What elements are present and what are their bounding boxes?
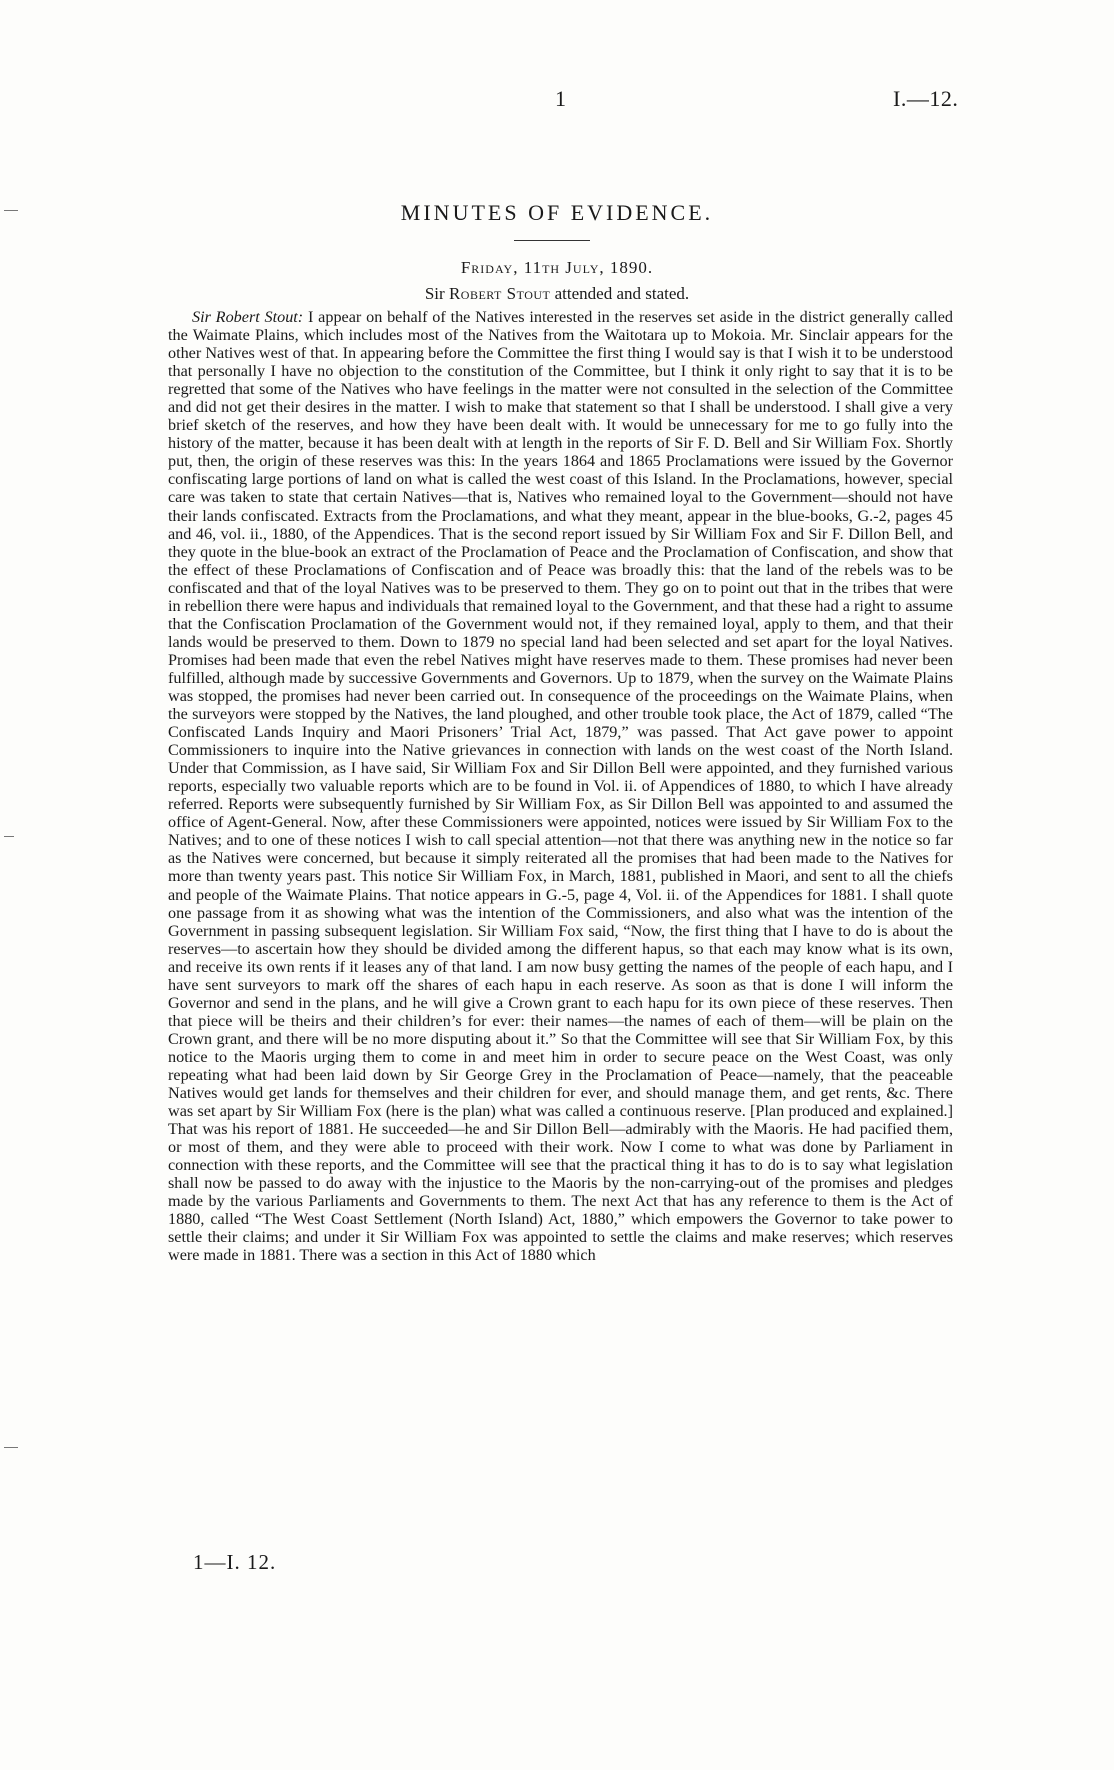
- attendance-prefix: Sir: [424, 284, 445, 303]
- session-date: Friday, 11th July, 1890.: [460, 258, 654, 277]
- attendance-line: [0, 284, 1114, 304]
- margin-mark: [4, 210, 18, 211]
- evidence-paragraph: [168, 308, 953, 1264]
- margin-mark: [4, 836, 14, 837]
- page-number: 1: [555, 86, 566, 111]
- evidence-body: [168, 308, 953, 1264]
- speaker-name: Sir Robert Stout:: [192, 308, 304, 326]
- page-title: MINUTES OF EVIDENCE.: [400, 200, 714, 225]
- attendee-name: Robert Stout: [448, 284, 551, 303]
- signature-mark: 1—I. 12.: [193, 1550, 277, 1574]
- title-divider: [514, 240, 590, 241]
- attendance-suffix: attended and stated.: [554, 284, 690, 303]
- evidence-text: I appear on behalf of the Natives interested in the reserves set aside in the district generally called the Waimate Plains, which includes most of the Natives from the Waitotara up to Mokoia. Mr. Sinclair appears for the other Natives west of that. In appearing before the Committee the first thing I would say is that I wish it to be understood that personally I have no objection to the constitution of the Committee, but I think it only right to say that it is to be regretted that some of the Natives who have feelings in the matter were not consulted in the selection of the Committee and did not get their desires in the matter. I wish to make that statement so that I shall be understood. I shall give a very brief sketch of the reserves, and how they have been dealt with. It would be unnecessary for me to go fully into the history of the matter, because it has been dealt with at length in the reports of Sir F. D. Bell and Sir William Fox. Shortly put, then, the origin of these reserves was this: In the years 1864 and 1865 Proclamations were issued by the Governor confiscating large portions of land on what is called the west coast of this Island. In the Proclamations, however, special care was taken to state that certain Natives—that is, Natives who remained loyal to the Government—should not have their lands confiscated. Extracts from the Proclamations, and what they meant, appear in the blue-books, G.-2, pages 45 and 46, vol. ii., 1880, of the Appendices. That is the second report issued by Sir William Fox and Sir F. Dillon Bell, and they quote in the blue-book an extract of the Proclamation of Peace and the Proclamation of Confiscation, and show that the effect of these Proclamations of Confiscation and of Peace was broadly this: that the land of the rebels was to be confiscated and that of the loyal Natives was to be preserved to them. They go on to point out that in the tribes that were in rebellion there were hapus and individuals that remained loyal to the Government, and that these had a right to assume that the Confiscation Proclamation of the Government would not, if they remained loyal, apply to them, and that their lands would be preserved to them. Down to 1879 no special land had been selected and set apart for the loyal Natives. Promises had been made that even the rebel Natives might have reserves made to them. These promises had never been fulfilled, although made by successive Governments and Governors. Up to 1879, when the survey on the Waimate Plains was stopped, the promises had never been carried out. In consequence of the proceedings on the Waimate Plains, when the surveyors were stopped by the Natives, the land ploughed, and other trouble took place, the Act of 1879, called “The Confiscated Lands Inquiry and Maori Prisoners’ Trial Act, 1879,” was passed. That Act gave power to appoint Commissioners to inquire into the Native grievances in connection with lands on the west coast of the North Island. Under that Commission, as I have said, Sir William Fox and Sir Dillon Bell were appointed, and they furnished various reports, especially two valuable reports which are to be found in Vol. ii. of Appendices of 1880, to which I have already referred. Reports were subsequently furnished by Sir William Fox, as Sir Dillon Bell was appointed to and assumed the office of Agent-General. Now, after these Commissioners were appointed, notices were issued by Sir William Fox to the Natives; and to one of these notices I wish to call special attention—not that there was anything new in the notice so far as the Natives were concerned, but because it simply reiterated all the promises that had been made to the Natives for more than twenty years past. This notice Sir William Fox, in March, 1881, published in Maori, and sent to all the chiefs and people of the Waimate Plains. That notice appears in G.-5, page 4, Vol. ii. of the Appendices for 1881. I shall quote one passage from it as showing what was the intention of the Commissioners, and also what was the intention of the Government in passing subsequent legislation. Sir William Fox said, “Now, the first thing that I have to do is about the reserves—to ascertain how they should be divided among the different hapus, so that each may know what is its own, and receive its own rents if it leases any of that land. I am now busy getting the names of the people of each hapu, and I have sent surveyors to mark off the shares of each hapu in each reserve. As soon as that is done I will inform the Governor and send in the plans, and he will give a Crown grant to each hapu for its own piece of these reserves. Then that piece will be theirs and their children’s for ever: their names—the names of each of them—will be plain on the Crown grant, and there will be no more disputing about it.” So that the Committee will see that Sir William Fox, by this notice to the Maoris urging them to come in and meet him in order to secure peace on the West Coast, was only repeating what had been laid down by Sir George Grey in the Proclamation of Peace—namely, that the peaceable Natives would get lands for themselves and their children for ever, and should manage them, and get rents, &c. There was set apart by Sir William Fox (here is the plan) what was called a continuous reserve. [Plan produced and explained.] That was his report of 1881. He succeeded—he and Sir Dillon Bell—admirably with the Maoris. He had pacified them, or most of them, and they were able to proceed with their work. Now I come to what was done by Parliament in connection with these reports, and the Committee will see that the practical thing it has to do is to say what legislation shall now be passed to do away with the injustice to the Maoris by the non-carrying-out of the promises and pledges made by the various Parliaments and Governments to them. The next Act that has any reference to them is the Act of 1880, called “The West Coast Settlement (North Island) Act, 1880,” which empowers the Governor to take power to settle their claims; and under it Sir William Fox was appointed to settle the claims and make reserves; which reserves were made in 1881. There was a section in this Act of 1880 which: [168, 308, 954, 1265]
- document-reference: I.—12.: [893, 86, 959, 111]
- margin-mark: [4, 1447, 18, 1448]
